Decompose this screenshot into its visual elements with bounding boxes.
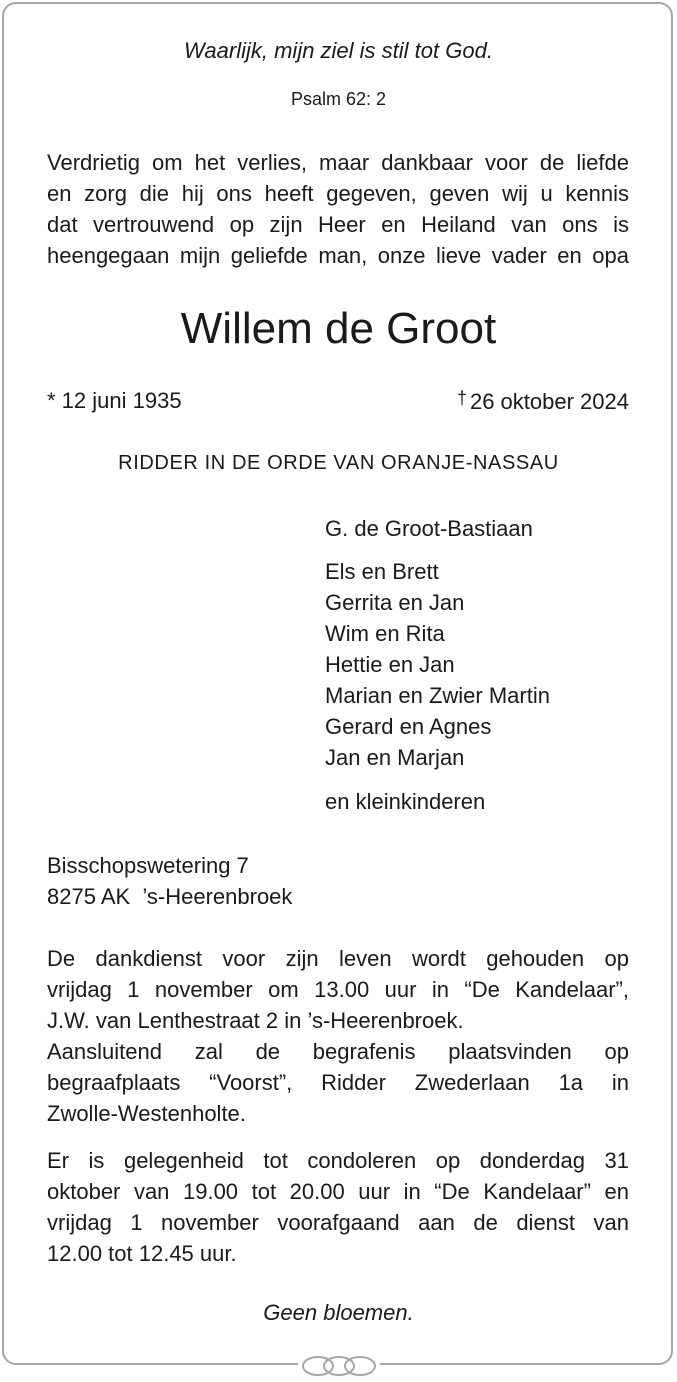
intro-line: heengegaan mijn geliefde man, onze lieve vader en opa xyxy=(47,243,629,268)
cross-icon: † xyxy=(456,388,467,408)
list-item: Gerrita en Jan xyxy=(325,590,465,615)
psalm-reference: Psalm 62: 2 xyxy=(290,89,387,109)
paragraph-line: vrijdag 1 november om 13.00 uur in “De Kandelaar”, xyxy=(47,977,629,1002)
list-item: Hettie en Jan xyxy=(325,652,455,677)
paragraph-line: vrijdag 1 november voorafgaand aan de dienst van xyxy=(47,1210,629,1235)
address-block xyxy=(47,850,292,912)
intro-line: dat vertrouwend op zijn Heer en Heiland van ons is xyxy=(47,212,629,237)
death-date-line xyxy=(457,388,629,415)
paragraph-line: Aansluitend zal de begrafenis plaatsvinden op xyxy=(47,1039,629,1064)
honorary-title: RIDDER IN DE ORDE VAN ORANJE-NASSAU xyxy=(118,452,559,474)
list-item: Gerard en Agnes xyxy=(325,714,492,739)
list-item: Jan en Marjan xyxy=(325,745,465,770)
condolence-paragraph xyxy=(47,1145,629,1269)
death-date: 26 oktober 2024 xyxy=(469,389,629,414)
intro-line: en zorg die hij ons heeft gegeven, geven wij u kennis xyxy=(47,181,629,206)
address-line: Bisschopswetering 7 xyxy=(47,853,249,878)
paragraph-line: De dankdienst voor zijn leven wordt gehouden op xyxy=(47,946,629,971)
list-item: Marian en Zwier Martin xyxy=(325,683,550,708)
grandchildren-label: en kleinkinderen xyxy=(325,789,486,814)
children-list xyxy=(325,556,550,773)
paragraph-line: J.W. van Lenthestraat 2 in ’s-Heerenbroek. xyxy=(47,1008,464,1033)
intro-text xyxy=(47,147,629,271)
service-paragraph xyxy=(47,943,629,1129)
bible-quote: Waarlijk, mijn ziel is stil tot God. xyxy=(184,38,493,63)
address-line: 8275 AK ’s-Heerenbroek xyxy=(47,884,293,909)
deceased-name: Willem de Groot xyxy=(180,304,497,353)
paragraph-line: Er is gelegenheid tot condoleren op donderdag 31 xyxy=(47,1148,629,1173)
paragraph-line: Zwolle-Westenholte. xyxy=(47,1101,246,1126)
intro-line: Verdrietig om het verlies, maar dankbaar voor de liefde xyxy=(47,150,629,175)
paragraph-line: begraafplaats “Voorst”, Ridder Zwederlaan 1a in xyxy=(47,1070,629,1095)
ornament-icon xyxy=(298,1355,380,1377)
paragraph-line: oktober van 19.00 tot 20.00 uur in “De Kandelaar” en xyxy=(47,1179,629,1204)
list-item: Els en Brett xyxy=(325,559,439,584)
closing-note: Geen bloemen. xyxy=(263,1300,414,1325)
birth-date: * 12 juni 1935 xyxy=(47,388,182,413)
list-item: Wim en Rita xyxy=(325,621,445,646)
spouse-name: G. de Groot-Bastiaan xyxy=(325,516,533,541)
paragraph-line: 12.00 tot 12.45 uur. xyxy=(47,1241,237,1266)
